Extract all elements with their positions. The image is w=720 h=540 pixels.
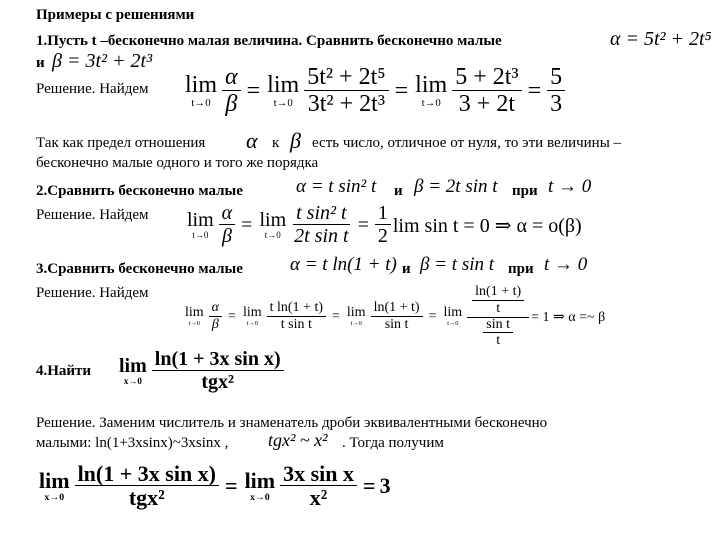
example-4-statement: 4.Найти: [36, 363, 92, 379]
limit-operator: lim x→0: [244, 467, 276, 503]
page-title: Примеры с решениями: [36, 7, 195, 23]
example-1-conclusion-b: есть число, отличное от нуля, то эти величины –: [312, 135, 622, 151]
fraction-result: $\frac{5}{3}$: [547, 65, 565, 118]
fraction-2: $\frac{\ln(1 + t)}{\text{sin t}}$: [371, 301, 423, 332]
fraction-1: $\frac{\text{t ln(1 + t)}}{\text{t sin t}}$: [267, 301, 326, 332]
example-3-alpha-definition: α = t ln(1 + t): [290, 254, 397, 275]
example-2-condition: t → 0: [548, 176, 592, 197]
example-2-solution-label: Решение. Найдем: [36, 207, 149, 223]
example-3-statement: 3.Сравнить бесконечно малые: [36, 261, 243, 277]
alpha-over-beta: $\frac{\alpha}{\beta}$: [209, 301, 222, 332]
limit-operator: lim t→0: [346, 305, 366, 328]
limit-operator: lim t→0: [242, 305, 262, 328]
limit-result: = 1 ⇒ α =~ β: [531, 309, 606, 325]
fraction-2: $\frac{\text{3x sin x}}{\text{x²}}$: [280, 462, 357, 510]
fraction-2: $\frac{\text{5 + 2t³}}{3 + 2t}$: [452, 65, 521, 118]
example-3-and: и: [402, 261, 411, 277]
example-2-statement: 2.Сравнить бесконечно малые: [36, 183, 243, 199]
example-2-alpha-definition: α = t sin² t: [296, 176, 377, 197]
fraction-1: $\frac{\text{ln(1 + 3x sin x)}}{\text{tgx²}}$: [152, 349, 284, 393]
limit-operator: lim t→0: [415, 72, 448, 110]
fraction-1: $\frac{\text{ln(1 + 3x sin x)}}{\text{tgx²}}$: [75, 462, 219, 510]
solution-4-line-2b: . Тогда получим: [342, 435, 444, 451]
fraction-1: $\frac{\text{t sin² t}}{\text{2t sin t}}$: [294, 202, 349, 247]
example-3-condition: t → 0: [544, 254, 588, 275]
limit-operator: lim t→0: [185, 72, 218, 110]
example-2-beta-definition: β = 2t sin t: [414, 176, 498, 197]
final-result: 3: [379, 473, 391, 498]
example-1-k: к: [272, 135, 280, 151]
example-1-limit-chain: lim t→0 $\frac{\alpha}{\beta}$ = lim t→0 $\frac{\text{5t² + 2t⁵}}{\text{3t² + 2t³}}$ = lim t→0 $\frac{\text{5 + 2t³}}{3 + 2t}$ = $\frac{5}{3}$: [182, 66, 567, 116]
beta-symbol: β: [290, 128, 301, 153]
alpha-over-beta: $\frac{\alpha}{\beta}$: [219, 203, 236, 247]
example-3-beta-definition: β = t sin t: [420, 254, 495, 275]
solution-4-line-2a: малыми: ln(1+3xsinx)~3xsinx ,: [36, 435, 229, 451]
example-3-solution-label: Решение. Найдем: [36, 285, 149, 301]
example-1-conclusion-c: бесконечно малые одного и того же порядка: [36, 155, 319, 171]
solution-4-chain: lim x→0 $\frac{\text{ln(1 + 3x sin x)}}{\text{tgx²}}$ = lim x→0 $\frac{\text{3x sin x}}{\text{x²}}$ = 3: [39, 460, 391, 510]
fraction-1: $\frac{\text{5t² + 2t⁵}}{\text{3t² + 2t³}}$: [304, 65, 388, 118]
limit-operator: lim x→0: [39, 467, 70, 503]
limit-operator: lim t→0: [259, 209, 287, 240]
limit-remainder: lim sin t = 0 ⇒ α = o(β): [392, 214, 582, 237]
limit-operator: lim t→0: [185, 305, 204, 328]
example-1-statement: 1.Пусть t –бесконечно малая величина. Сравнить бесконечно малые: [36, 33, 502, 49]
example-2-and: и: [394, 183, 403, 199]
alpha-over-beta: $\frac{\alpha}{\beta}$: [222, 65, 241, 118]
example-1-beta-definition: β = 3t² + 2t³: [52, 50, 153, 72]
limit-operator: lim t→0: [267, 72, 300, 110]
alpha-symbol: α: [246, 128, 258, 153]
example-1-and: и: [36, 55, 45, 71]
equivalence: tgx² ~ x²: [268, 430, 328, 450]
example-1-conclusion-a: Так как предел отношения: [36, 135, 206, 151]
example-1-solution-label: Решение. Найдем: [36, 81, 149, 97]
example-2-limit-chain: lim t→0 $\frac{\alpha}{\beta}$ = lim t→0 $\frac{\text{t sin² t}}{\text{2t sin t}}$ = $\frac{1}{2}$ lim sin t = 0 ⇒ α = o(β): [187, 202, 582, 247]
example-1-alpha-definition: α = 5t² + 2t⁵: [610, 28, 712, 50]
example-2-at: при: [512, 183, 538, 199]
example-4-expression: [116, 348, 286, 394]
limit-operator: lim x→0: [119, 355, 147, 386]
one-half: $\frac{1}{2}$: [375, 203, 391, 247]
nested-fraction: $\frac{\frac{\ln(1 + t)}{t}}{\frac{\text{sin t}}{t}}$: [467, 285, 529, 348]
example-3-at: при: [508, 261, 534, 277]
solution-4-line-1: Решение. Заменим числитель и знаменатель дроби эквивалентными бесконечно: [36, 415, 548, 431]
limit-operator: lim t→0: [187, 209, 214, 240]
limit-operator: lim t→0: [443, 305, 463, 328]
example-3-limit-chain: lim t→0 $\frac{\alpha}{\beta}$ = lim t→0 $\frac{\text{t ln(1 + t)}}{\text{t sin t}}$ = lim t→0 $\frac{\ln(1 + t)}{\text{sin t}}$ = lim t→0 $\frac{\frac{\ln(1 + t)}{t}}{\frac{\text{sin t}}{t}}$ = 1 ⇒ α =~ β: [185, 284, 606, 349]
